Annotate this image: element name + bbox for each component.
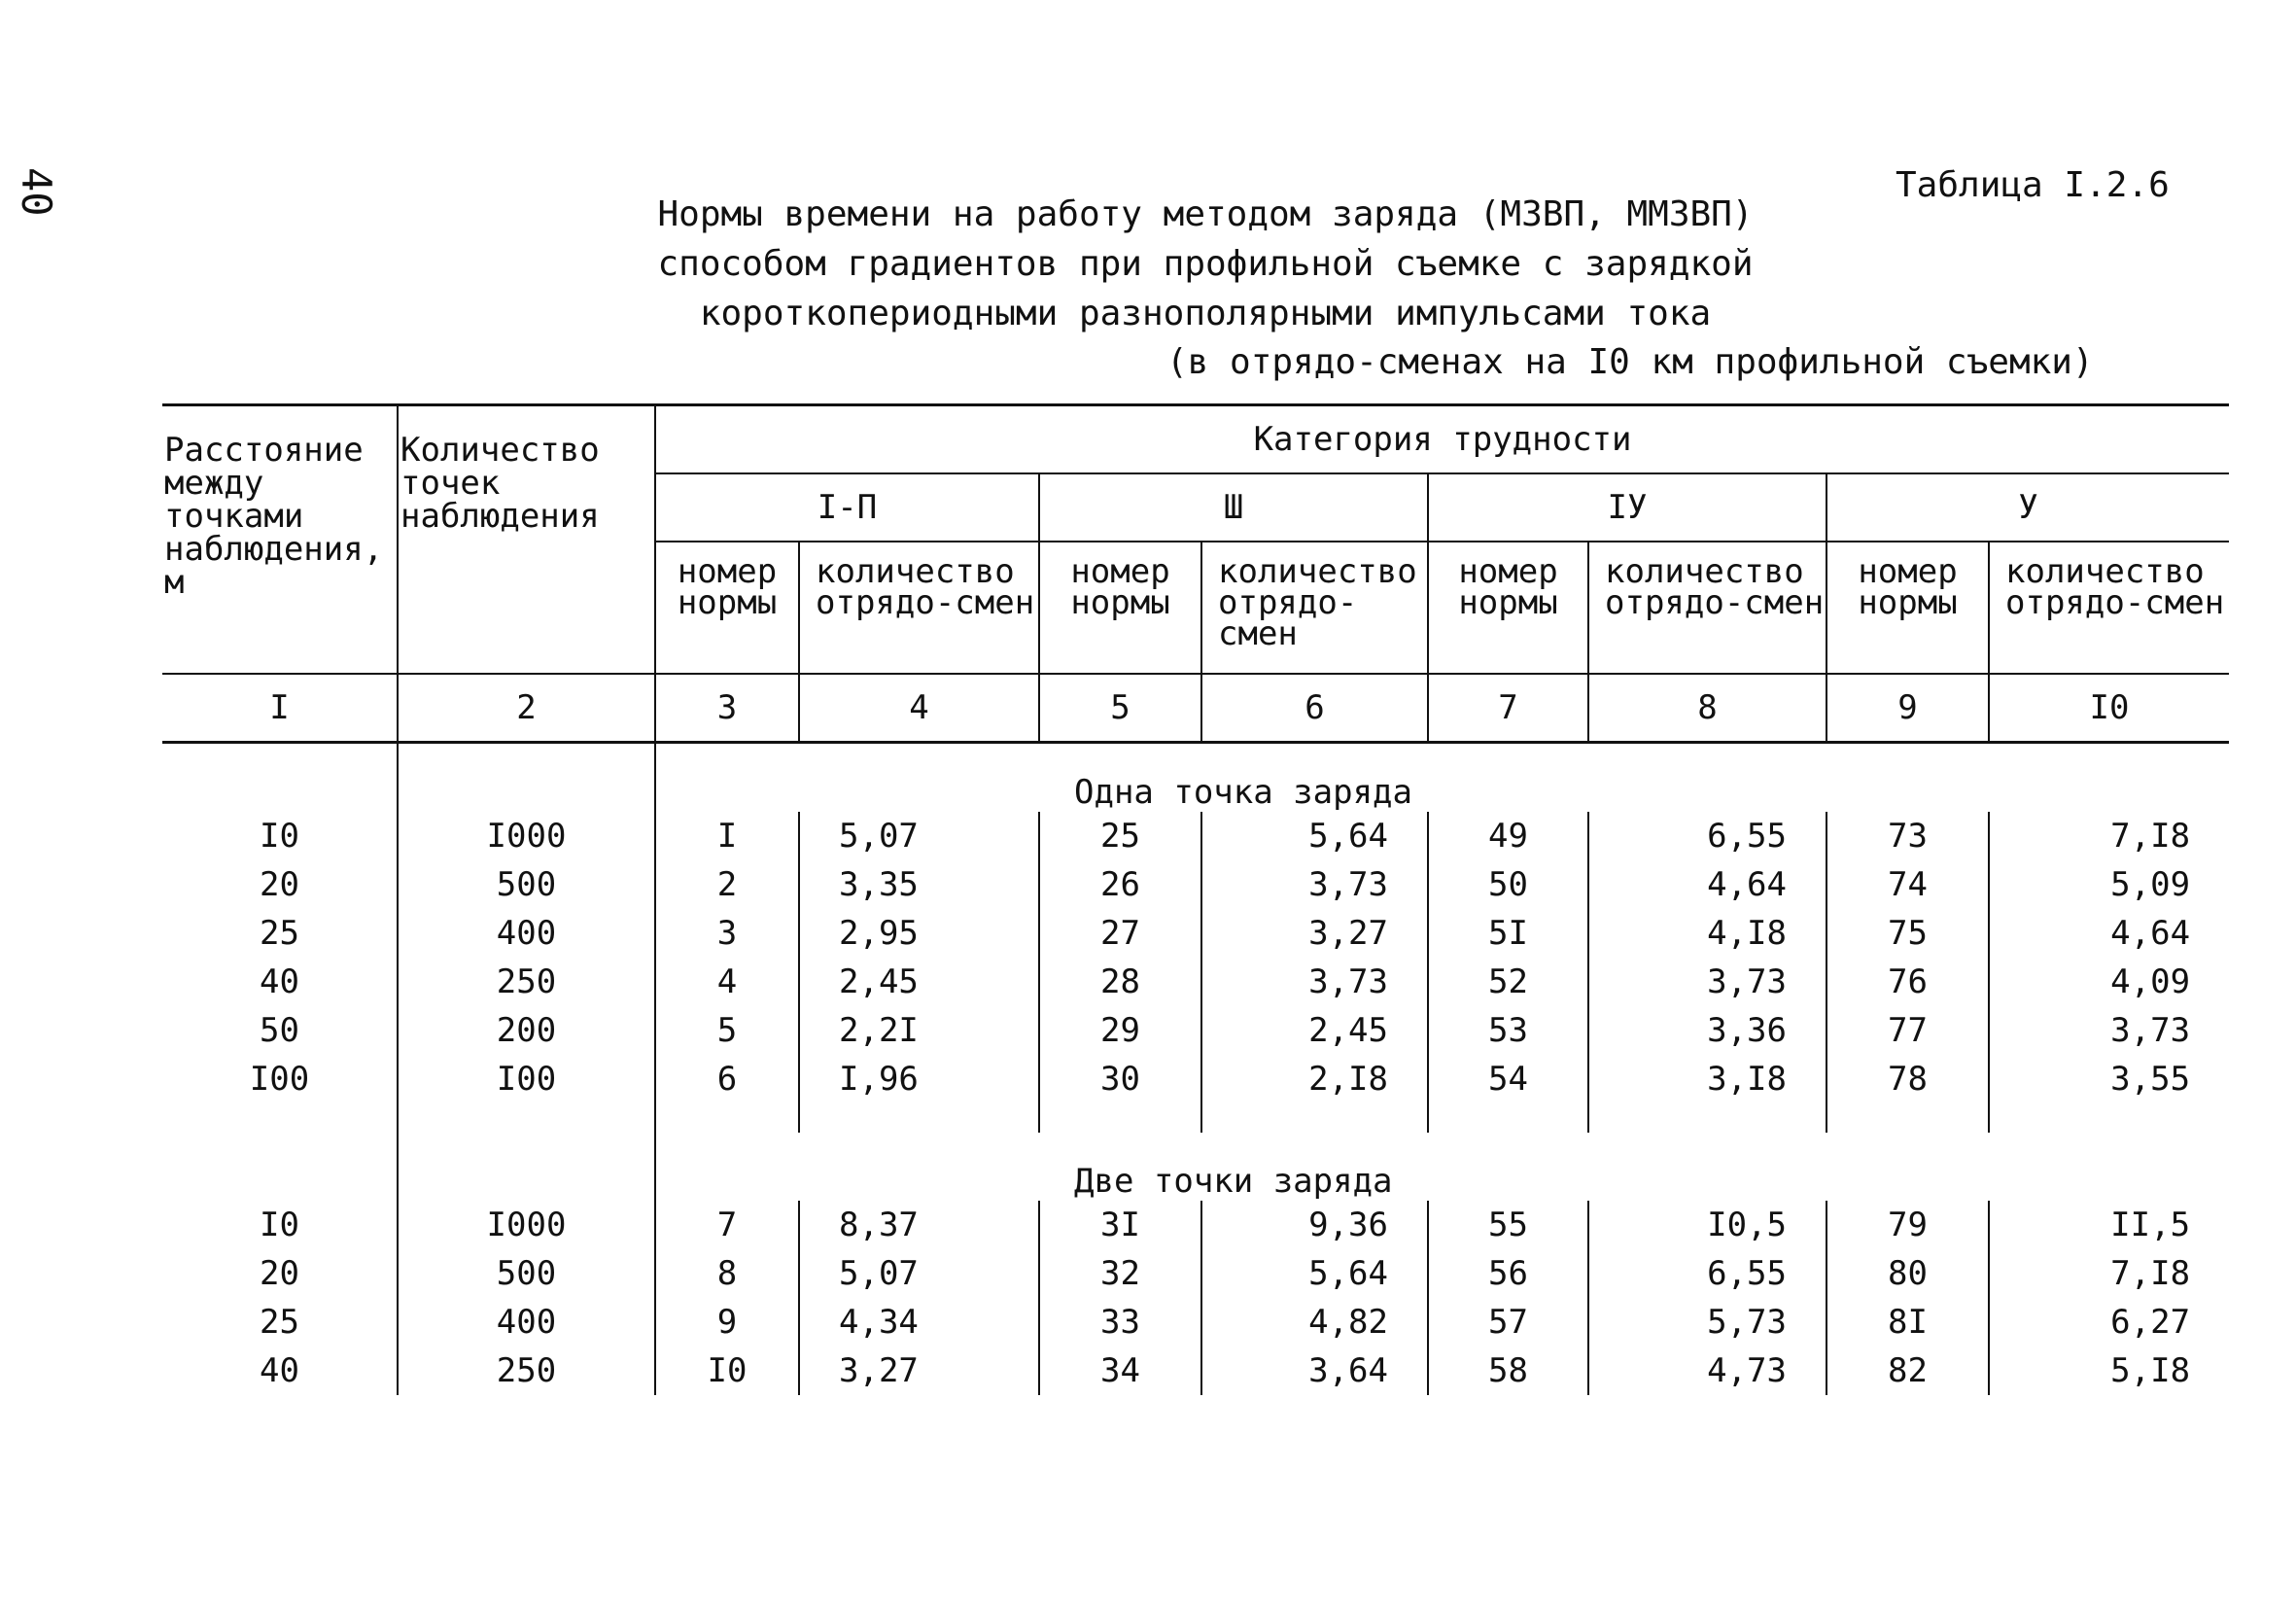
table-cell: 5,64	[1201, 812, 1428, 860]
table-cell: 32	[1039, 1249, 1201, 1298]
section-title: Две точки заряда	[1074, 1162, 1393, 1201]
table-cell: 3	[655, 909, 799, 958]
column-number: 6	[1201, 674, 1428, 743]
row-gap	[162, 1103, 398, 1133]
table-row	[162, 1298, 2229, 1347]
section-header	[655, 1133, 2229, 1201]
table-cell: 5,73	[1588, 1298, 1826, 1347]
table-cell: 4,09	[1989, 958, 2229, 1006]
table-cell: 4,64	[1588, 860, 1826, 909]
table-cell: 500	[398, 1249, 655, 1298]
table-cell: 4,34	[799, 1298, 1039, 1347]
section-spacer	[162, 743, 398, 813]
table-cell: I0	[260, 817, 299, 856]
row-gap	[1428, 1103, 1588, 1133]
section-spacer	[398, 1133, 655, 1201]
column-number: 8	[1588, 674, 1826, 743]
table-cell: 400	[398, 1298, 655, 1347]
table-cell: 27	[1039, 909, 1201, 958]
table-cell: 400	[398, 909, 655, 958]
title-line: Нормы времени на работу методом заряда (МЗВП, ММЗВП)	[657, 194, 1754, 234]
table-cell: 73	[1826, 812, 1989, 860]
table-cell: 2,I8	[1201, 1055, 1428, 1103]
table-cell: 76	[1826, 958, 1989, 1006]
table-row	[162, 1201, 2229, 1249]
header-group: У	[1826, 473, 2229, 542]
table-cell: II,5	[1989, 1201, 2229, 1249]
table-cell: 9	[655, 1298, 799, 1347]
row-gap	[799, 1103, 1039, 1133]
table-cell: 58	[1428, 1347, 1588, 1395]
table-cell: 20	[260, 865, 299, 904]
table-cell: 2,45	[799, 958, 1039, 1006]
table-cell: I00	[249, 1060, 310, 1099]
title-line: короткопериодными разнополярными импульсами тока	[699, 294, 1712, 333]
table-cell: 25	[260, 1303, 299, 1342]
table-row	[162, 1347, 2229, 1395]
table-cell: I,96	[799, 1055, 1039, 1103]
table-cell: 7	[655, 1201, 799, 1249]
header-points-count: Количество точек наблюдения	[398, 405, 655, 675]
section-spacer	[162, 1133, 398, 1201]
table-cell: 49	[1428, 812, 1588, 860]
table-cell: I00	[398, 1055, 655, 1103]
table-row	[162, 958, 2229, 1006]
table-cell: 3,55	[1989, 1055, 2229, 1103]
table-cell: 79	[1826, 1201, 1989, 1249]
table-label: Таблица I.2.6	[1896, 165, 2170, 205]
table-cell: 5I	[1428, 909, 1588, 958]
table-cell: I000	[398, 1201, 655, 1249]
table-cell: 3,73	[1588, 958, 1826, 1006]
column-number: I	[162, 674, 398, 743]
table-cell: 2	[655, 860, 799, 909]
table-cell: 25	[260, 914, 299, 953]
table-cell: 56	[1428, 1249, 1588, 1298]
table-row	[162, 812, 2229, 860]
page-number: 40	[13, 167, 60, 217]
table-cell: I000	[398, 812, 655, 860]
table-cell: 3,64	[1201, 1347, 1428, 1395]
table-cell: 50	[260, 1011, 299, 1050]
table-cell: 2,45	[1201, 1006, 1428, 1055]
table-cell: 4,73	[1588, 1347, 1826, 1395]
table-cell: 75	[1826, 909, 1989, 958]
section-header	[655, 743, 2229, 813]
table-cell: 74	[1826, 860, 1989, 909]
row-gap	[1201, 1103, 1428, 1133]
row-gap	[1989, 1103, 2229, 1133]
header-crew-shifts: количество отрядо-смен	[1989, 542, 2229, 674]
table-row	[162, 1055, 2229, 1103]
row-gap	[1826, 1103, 1989, 1133]
table-cell: 54	[1428, 1055, 1588, 1103]
table-cell: 5,I8	[1989, 1347, 2229, 1395]
section-spacer	[398, 743, 655, 813]
table-cell: 8,37	[799, 1201, 1039, 1249]
table-cell: 3,73	[1201, 860, 1428, 909]
table-cell: 3I	[1039, 1201, 1201, 1249]
column-number: 2	[398, 674, 655, 743]
header-norm-number: номер нормы	[1826, 542, 1989, 674]
table-cell: 6,27	[1989, 1298, 2229, 1347]
table-cell: 50	[1428, 860, 1588, 909]
table-row	[162, 860, 2229, 909]
table-cell: 500	[398, 860, 655, 909]
table-cell: 53	[1428, 1006, 1588, 1055]
table-cell: I0,5	[1588, 1201, 1826, 1249]
table-cell: 3,36	[1588, 1006, 1826, 1055]
table-cell: I0	[260, 1206, 299, 1244]
table-cell: 28	[1039, 958, 1201, 1006]
table-cell: 200	[398, 1006, 655, 1055]
table-cell: 6,55	[1588, 812, 1826, 860]
table-cell: 4,82	[1201, 1298, 1428, 1347]
table-cell: 3,I8	[1588, 1055, 1826, 1103]
norms-table	[162, 403, 2229, 1395]
table-cell: 82	[1826, 1347, 1989, 1395]
column-number: I0	[1989, 674, 2229, 743]
table-cell: 57	[1428, 1298, 1588, 1347]
table-cell: 8	[655, 1249, 799, 1298]
table-cell: 25	[1039, 812, 1201, 860]
table-cell: 8I	[1826, 1298, 1989, 1347]
column-number: 7	[1428, 674, 1588, 743]
table-cell: 3,27	[799, 1347, 1039, 1395]
table-cell: 26	[1039, 860, 1201, 909]
table-cell: 55	[1428, 1201, 1588, 1249]
table-cell: 4,64	[1989, 909, 2229, 958]
table-cell: 5,07	[799, 1249, 1039, 1298]
row-gap	[1588, 1103, 1826, 1133]
table-cell: 7,I8	[1989, 1249, 2229, 1298]
header-group: I-П	[655, 473, 1039, 542]
table-cell: 250	[398, 1347, 655, 1395]
title-line: способом градиентов при профильной съемке с зарядкой	[657, 244, 1754, 284]
header-category: Категория трудности	[655, 405, 2229, 474]
row-gap	[655, 1103, 799, 1133]
table-cell: I0	[655, 1347, 799, 1395]
section-title: Одна точка заряда	[1074, 773, 1412, 812]
header-crew-shifts: количество отрядо-смен	[1201, 542, 1428, 674]
table-cell: 5,09	[1989, 860, 2229, 909]
table-cell: 6	[655, 1055, 799, 1103]
table-row	[162, 1249, 2229, 1298]
table-cell: 40	[260, 962, 299, 1001]
table-cell: 34	[1039, 1347, 1201, 1395]
table-cell: 20	[260, 1254, 299, 1293]
table-title	[583, 190, 1827, 338]
table-cell: 3,73	[1201, 958, 1428, 1006]
table-cell: 3,35	[799, 860, 1039, 909]
table-cell: 3,73	[1989, 1006, 2229, 1055]
header-group: IУ	[1428, 473, 1826, 542]
header-norm-number: номер нормы	[655, 542, 799, 674]
table-cell: 5,07	[799, 812, 1039, 860]
units-note: (в отрядо-сменах на I0 км профильной съемки)	[1166, 342, 2094, 382]
column-number: 9	[1826, 674, 1989, 743]
table-cell: 7,I8	[1989, 812, 2229, 860]
table-cell: 2,95	[799, 909, 1039, 958]
row-gap	[398, 1103, 655, 1133]
table-cell: I	[655, 812, 799, 860]
table-cell: 5	[655, 1006, 799, 1055]
table-cell: 80	[1826, 1249, 1989, 1298]
column-number: 5	[1039, 674, 1201, 743]
row-gap	[1039, 1103, 1201, 1133]
header-distance: Расстояние между точками наблюдения, м	[162, 405, 398, 675]
table-cell: 77	[1826, 1006, 1989, 1055]
column-number: 3	[655, 674, 799, 743]
header-group: Ш	[1039, 473, 1428, 542]
header-norm-number: номер нормы	[1039, 542, 1201, 674]
table-cell: 33	[1039, 1298, 1201, 1347]
table-cell: 29	[1039, 1006, 1201, 1055]
table-row	[162, 909, 2229, 958]
table-row	[162, 1006, 2229, 1055]
header-crew-shifts: количество отрядо-смен	[799, 542, 1039, 674]
table-cell: 2,2I	[799, 1006, 1039, 1055]
column-number: 4	[799, 674, 1039, 743]
table-cell: 3,27	[1201, 909, 1428, 958]
table-cell: 250	[398, 958, 655, 1006]
table-cell: 4	[655, 958, 799, 1006]
table-cell: 9,36	[1201, 1201, 1428, 1249]
table-cell: 5,64	[1201, 1249, 1428, 1298]
table-cell: 52	[1428, 958, 1588, 1006]
table-cell: 78	[1826, 1055, 1989, 1103]
table-cell: 40	[260, 1351, 299, 1390]
header-crew-shifts: количество отрядо-смен	[1588, 542, 1826, 674]
table-cell: 30	[1039, 1055, 1201, 1103]
table-cell: 6,55	[1588, 1249, 1826, 1298]
header-norm-number: номер нормы	[1428, 542, 1588, 674]
table-cell: 4,I8	[1588, 909, 1826, 958]
